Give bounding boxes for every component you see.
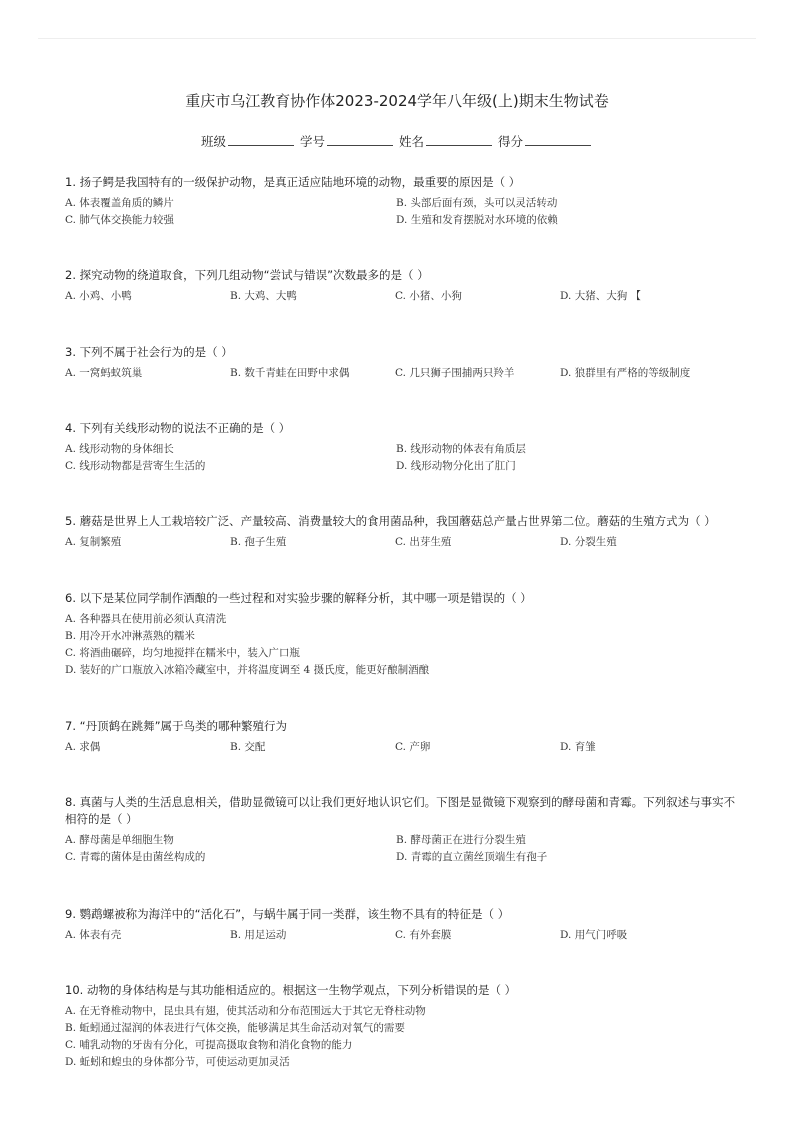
question-9 bbox=[65, 906, 745, 944]
question-3 bbox=[65, 344, 745, 382]
option-c[interactable]: C. 肺气体交换能力较强 bbox=[65, 214, 174, 226]
question-stem: 10. 动物的身体结构是与其功能相适应的。根据这一生物学观点，下列分析错误的是（ ） bbox=[65, 983, 517, 997]
option-d[interactable]: D. 大猪、大狗 【 bbox=[560, 290, 642, 302]
top-divider bbox=[38, 38, 756, 39]
option-d[interactable]: D. 装好的广口瓶放入冰箱冷藏室中，并将温度调至 4 摄氏度，能更好酿制酒酿 bbox=[65, 664, 430, 676]
option-b[interactable]: B. 孢子生殖 bbox=[230, 536, 287, 548]
option-c[interactable]: C. 将酒曲碾碎，均匀地搅拌在糯米中，装入广口瓶 bbox=[65, 647, 300, 659]
question-6 bbox=[65, 590, 745, 679]
option-b[interactable]: B. 线形动物的体表有角质层 bbox=[396, 443, 526, 455]
question-stem: 7. “丹顶鹤在跳舞”属于鸟类的哪种繁殖行为 bbox=[65, 719, 288, 733]
option-a[interactable]: A. 求偶 bbox=[65, 741, 101, 753]
question-8 bbox=[65, 794, 745, 866]
option-d[interactable]: D. 青霉的直立菌丝顶端生有孢子 bbox=[396, 851, 548, 863]
name-label: 姓名 bbox=[398, 134, 424, 149]
option-a[interactable]: A. 体表覆盖角质的鳞片 bbox=[65, 197, 174, 209]
question-stem: 3. 下列不属于社会行为的是（ ） bbox=[65, 345, 233, 359]
page-title: 重庆市乌江教育协作体2023-2024学年八年级(上)期末生物试卷 bbox=[185, 92, 609, 110]
student-id-blank[interactable] bbox=[327, 133, 393, 146]
option-c[interactable]: C. 线形动物都是营寄生生活的 bbox=[65, 460, 206, 472]
score-label: 得分 bbox=[497, 134, 523, 149]
question-10 bbox=[65, 982, 745, 1071]
option-a[interactable]: A. 酵母菌是单细胞生物 bbox=[65, 834, 174, 846]
option-d[interactable]: D. 蚯蚓和蝗虫的身体都分节，可使运动更加灵活 bbox=[65, 1056, 290, 1068]
option-c[interactable]: C. 产卵 bbox=[395, 741, 431, 753]
question-stem: 2. 探究动物的绕道取食，下列几组动物“尝试与错误”次数最多的是（ ） bbox=[65, 268, 429, 282]
question-1 bbox=[65, 174, 745, 229]
question-stem: 1. 扬子鳄是我国特有的一级保护动物，是真正适应陆地环境的动物，最重要的原因是（ ） bbox=[65, 175, 521, 189]
option-a[interactable]: A. 各种器具在使用前必须认真清洗 bbox=[65, 613, 227, 625]
student-id-label: 学号 bbox=[299, 134, 325, 149]
student-info-row bbox=[0, 132, 794, 150]
option-d[interactable]: D. 生殖和发育摆脱对水环境的依赖 bbox=[396, 214, 558, 226]
option-c[interactable]: C. 几只狮子围捕两只羚羊 bbox=[395, 367, 515, 379]
option-a[interactable]: A. 复制繁殖 bbox=[65, 536, 122, 548]
option-b[interactable]: B. 用冷开水冲淋蒸熟的糯米 bbox=[65, 630, 195, 642]
option-c[interactable]: C. 哺乳动物的牙齿有分化，可提高摄取食物和消化食物的能力 bbox=[65, 1039, 353, 1051]
option-a[interactable]: A. 在无脊椎动物中，昆虫具有翅，使其活动和分布范围远大于其它无脊柱动物 bbox=[65, 1005, 426, 1017]
question-7 bbox=[65, 718, 745, 756]
option-d[interactable]: D. 线形动物分化出了肛门 bbox=[396, 460, 516, 472]
option-c[interactable]: C. 小猪、小狗 bbox=[395, 290, 462, 302]
option-b[interactable]: B. 大鸡、大鸭 bbox=[230, 290, 297, 302]
class-blank[interactable] bbox=[228, 133, 294, 146]
question-4 bbox=[65, 420, 745, 475]
option-b[interactable]: B. 酵母菌正在进行分裂生殖 bbox=[396, 834, 526, 846]
option-a[interactable]: A. 一窝蚂蚁筑巢 bbox=[65, 367, 143, 379]
option-c[interactable]: C. 青霉的菌体是由菌丝构成的 bbox=[65, 851, 206, 863]
option-a[interactable]: A. 体表有壳 bbox=[65, 929, 122, 941]
question-stem: 4. 下列有关线形动物的说法不正确的是（ ） bbox=[65, 421, 291, 435]
option-a[interactable]: A. 小鸡、小鸭 bbox=[65, 290, 132, 302]
option-d[interactable]: D. 分裂生殖 bbox=[560, 536, 617, 548]
question-stem: 6. 以下是某位同学制作酒酿的一些过程和对实验步骤的解释分析，其中哪一项是错误的（ ） bbox=[65, 591, 532, 605]
option-d[interactable]: D. 用气门呼吸 bbox=[560, 929, 628, 941]
option-b[interactable]: B. 用足运动 bbox=[230, 929, 287, 941]
question-stem: 5. 蘑菇是世界上人工栽培较广泛、产量较高、消费量较大的食用菌品种，我国蘑菇总产量占世界第二位。蘑菇的生殖方式为（ ） bbox=[65, 514, 716, 528]
score-blank[interactable] bbox=[525, 133, 591, 146]
question-stem: 9. 鹦鹉螺被称为海洋中的“活化石”，与蜗牛属于同一类群，该生物不具有的特征是（ ） bbox=[65, 907, 510, 921]
option-b[interactable]: B. 头部后面有颈，头可以灵活转动 bbox=[396, 197, 558, 209]
option-b[interactable]: B. 数千青蛙在田野中求偶 bbox=[230, 367, 350, 379]
option-a[interactable]: A. 线形动物的身体细长 bbox=[65, 443, 174, 455]
option-c[interactable]: C. 有外套膜 bbox=[395, 929, 452, 941]
option-d[interactable]: D. 狼群里有严格的等级制度 bbox=[560, 367, 691, 379]
option-b[interactable]: B. 蚯蚓通过湿润的体表进行气体交换，能够满足其生命活动对氧气的需要 bbox=[65, 1022, 405, 1034]
option-c[interactable]: C. 出芽生殖 bbox=[395, 536, 452, 548]
option-d[interactable]: D. 育雏 bbox=[560, 741, 596, 753]
question-2 bbox=[65, 267, 745, 305]
class-label: 班级 bbox=[200, 134, 226, 149]
option-b[interactable]: B. 交配 bbox=[230, 741, 266, 753]
question-stem: 8. 真菌与人类的生活息息相关，借助显微镜可以让我们更好地认识它们。下图是显微镜下观察到的酵母菌和青霉。下列叙述与事实不相符的是（ ） bbox=[65, 795, 736, 826]
question-5 bbox=[65, 513, 745, 551]
name-blank[interactable] bbox=[426, 133, 492, 146]
